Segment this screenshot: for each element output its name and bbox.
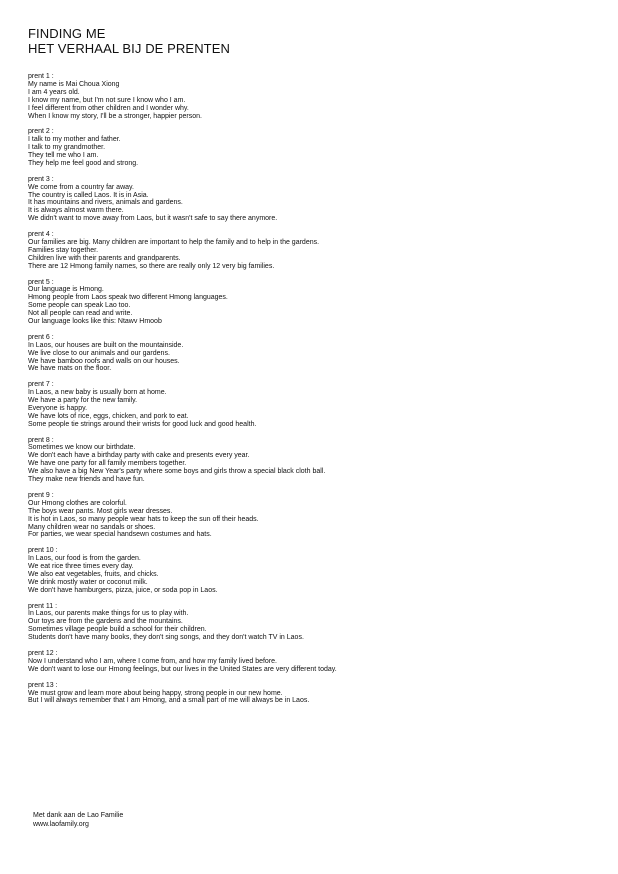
section-heading: prent 3 : bbox=[28, 175, 54, 183]
footer bbox=[33, 811, 123, 829]
section-line: Our language looks like this: Ntawv Hmoob bbox=[28, 318, 162, 326]
section-line: Hmong people from Laos speak two different Hmong languages. bbox=[28, 294, 228, 302]
section-line: I talk to my mother and father. bbox=[28, 136, 121, 144]
section-line: Students don't have many books, they don't sing songs, and they don't watch TV in Laos. bbox=[28, 634, 304, 642]
document-title: FINDING ME bbox=[28, 26, 106, 41]
section-heading: prent 7 : bbox=[28, 381, 54, 389]
section-line: Not all people can read and write. bbox=[28, 310, 133, 318]
section-heading: prent 1 : bbox=[28, 73, 54, 80]
story-section bbox=[28, 231, 598, 271]
section-line: Our toys are from the gardens and the mountains. bbox=[28, 618, 183, 626]
story-section bbox=[28, 492, 598, 539]
section-line: I feel different from other children and I wonder why. bbox=[28, 104, 189, 112]
story-section bbox=[28, 279, 598, 326]
section-line: We come from a country far away. bbox=[28, 183, 134, 191]
section-line: Families stay together. bbox=[28, 246, 99, 254]
section-line: My name is Mai Choua Xiong bbox=[28, 80, 120, 88]
section-line: Our Hmong clothes are colorful. bbox=[28, 499, 127, 507]
section-line: Now I understand who I am, where I come from, and how my family lived before. bbox=[28, 657, 277, 665]
section-line: I talk to my grandmother. bbox=[28, 144, 106, 152]
section-heading: prent 9 : bbox=[28, 491, 54, 499]
story-section bbox=[28, 547, 598, 594]
footer-website: www.laofamily.org bbox=[33, 821, 89, 828]
story-section bbox=[28, 176, 598, 223]
section-line: I am 4 years old. bbox=[28, 88, 80, 96]
story-section bbox=[28, 334, 598, 374]
section-line: We don't each have a birthday party with cake and presents every year. bbox=[28, 452, 250, 460]
section-line: We eat rice three times every day. bbox=[28, 563, 134, 571]
section-line: We have mats on the floor. bbox=[28, 365, 112, 373]
section-heading: prent 8 : bbox=[28, 436, 54, 444]
section-line: We didn't want to move away from Laos, but it wasn't safe to say there anymore. bbox=[28, 215, 278, 223]
story-section bbox=[28, 381, 598, 428]
section-line: We drink mostly water or coconut milk. bbox=[28, 578, 148, 586]
section-line: Some people can speak Lao too. bbox=[28, 302, 131, 310]
story-section bbox=[28, 650, 598, 674]
document-subtitle: HET VERHAAL BIJ DE PRENTEN bbox=[28, 41, 230, 56]
footer-credit: Met dank aan de Lao Familie bbox=[33, 812, 124, 819]
story-section bbox=[28, 603, 598, 643]
story-section bbox=[28, 437, 598, 484]
story-section bbox=[28, 682, 598, 706]
section-line: We also have a big New Year's party where some boys and girls throw a special black cloth ball. bbox=[28, 468, 326, 476]
story-text bbox=[28, 73, 598, 713]
section-heading: prent 6 : bbox=[28, 333, 54, 341]
section-line: We must grow and learn more about being happy, strong people in our new home. bbox=[28, 689, 283, 697]
section-line: Our language is Hmong. bbox=[28, 286, 104, 294]
section-line: When I know my story, I'll be a stronger, happier person. bbox=[28, 112, 202, 120]
section-heading: prent 4 : bbox=[28, 231, 54, 239]
section-line: It has mountains and rivers, animals and gardens. bbox=[28, 199, 183, 207]
section-line: The boys wear pants. Most girls wear dresses. bbox=[28, 507, 173, 515]
section-heading: prent 10 : bbox=[28, 547, 58, 555]
section-line: There are 12 Hmong family names, so there are really only 12 very big families. bbox=[28, 262, 275, 270]
section-heading: prent 5 : bbox=[28, 278, 54, 286]
section-line: But I will always remember that I am Hmong, and a small part of me will always be in Laos. bbox=[28, 697, 310, 705]
story-section bbox=[28, 73, 598, 120]
section-line: It is hot in Laos, so many people wear hats to keep the sun off their heads. bbox=[28, 515, 259, 523]
section-line: We don't want to lose our Hmong feelings, but our lives in the United States are very different today. bbox=[28, 665, 337, 673]
section-line: We also eat vegetables, fruits, and chicks. bbox=[28, 570, 159, 578]
section-line: We have bamboo roofs and walls on our houses. bbox=[28, 357, 180, 365]
section-line: Sometimes we know our birthdate. bbox=[28, 444, 136, 452]
section-heading: prent 2 : bbox=[28, 128, 54, 136]
section-line: They help me feel good and strong. bbox=[28, 159, 139, 167]
section-line: It is always almost warm there. bbox=[28, 207, 124, 215]
section-heading: prent 12 : bbox=[28, 649, 58, 657]
section-line: In Laos, our food is from the garden. bbox=[28, 555, 141, 563]
section-heading: prent 13 : bbox=[28, 681, 58, 689]
section-line: We have lots of rice, eggs, chicken, and pork to eat. bbox=[28, 412, 189, 420]
section-line: We don't have hamburgers, pizza, juice, or soda pop in Laos. bbox=[28, 586, 218, 594]
section-line: Everyone is happy. bbox=[28, 404, 88, 412]
document-header bbox=[28, 26, 230, 56]
section-line: We have one party for all family members together. bbox=[28, 460, 187, 468]
section-line: Sometimes village people build a school for their children. bbox=[28, 626, 207, 634]
section-line: The country is called Laos. It is in Asia. bbox=[28, 191, 149, 199]
section-line: We live close to our animals and our gardens. bbox=[28, 349, 170, 357]
section-line: Children live with their parents and grandparents. bbox=[28, 254, 181, 262]
section-line: Many children wear no sandals or shoes. bbox=[28, 523, 156, 531]
section-line: In Laos, our houses are built on the mountainside. bbox=[28, 341, 184, 349]
section-heading: prent 11 : bbox=[28, 602, 58, 610]
section-line: Our families are big. Many children are important to help the family and to help in the gardens. bbox=[28, 238, 320, 246]
section-line: In Laos, a new baby is usually born at home. bbox=[28, 389, 167, 397]
story-section bbox=[28, 128, 598, 168]
section-line: In Laos, our parents make things for us to play with. bbox=[28, 610, 189, 618]
section-line: They tell me who I am. bbox=[28, 152, 99, 160]
section-line: For parties, we wear special handsewn costumes and hats. bbox=[28, 531, 212, 539]
section-line: They make new friends and have fun. bbox=[28, 476, 145, 484]
section-line: I know my name, but I'm not sure I know who I am. bbox=[28, 96, 186, 104]
section-line: We have a party for the new family. bbox=[28, 397, 138, 405]
section-line: Some people tie strings around their wrists for good luck and good health. bbox=[28, 420, 257, 428]
